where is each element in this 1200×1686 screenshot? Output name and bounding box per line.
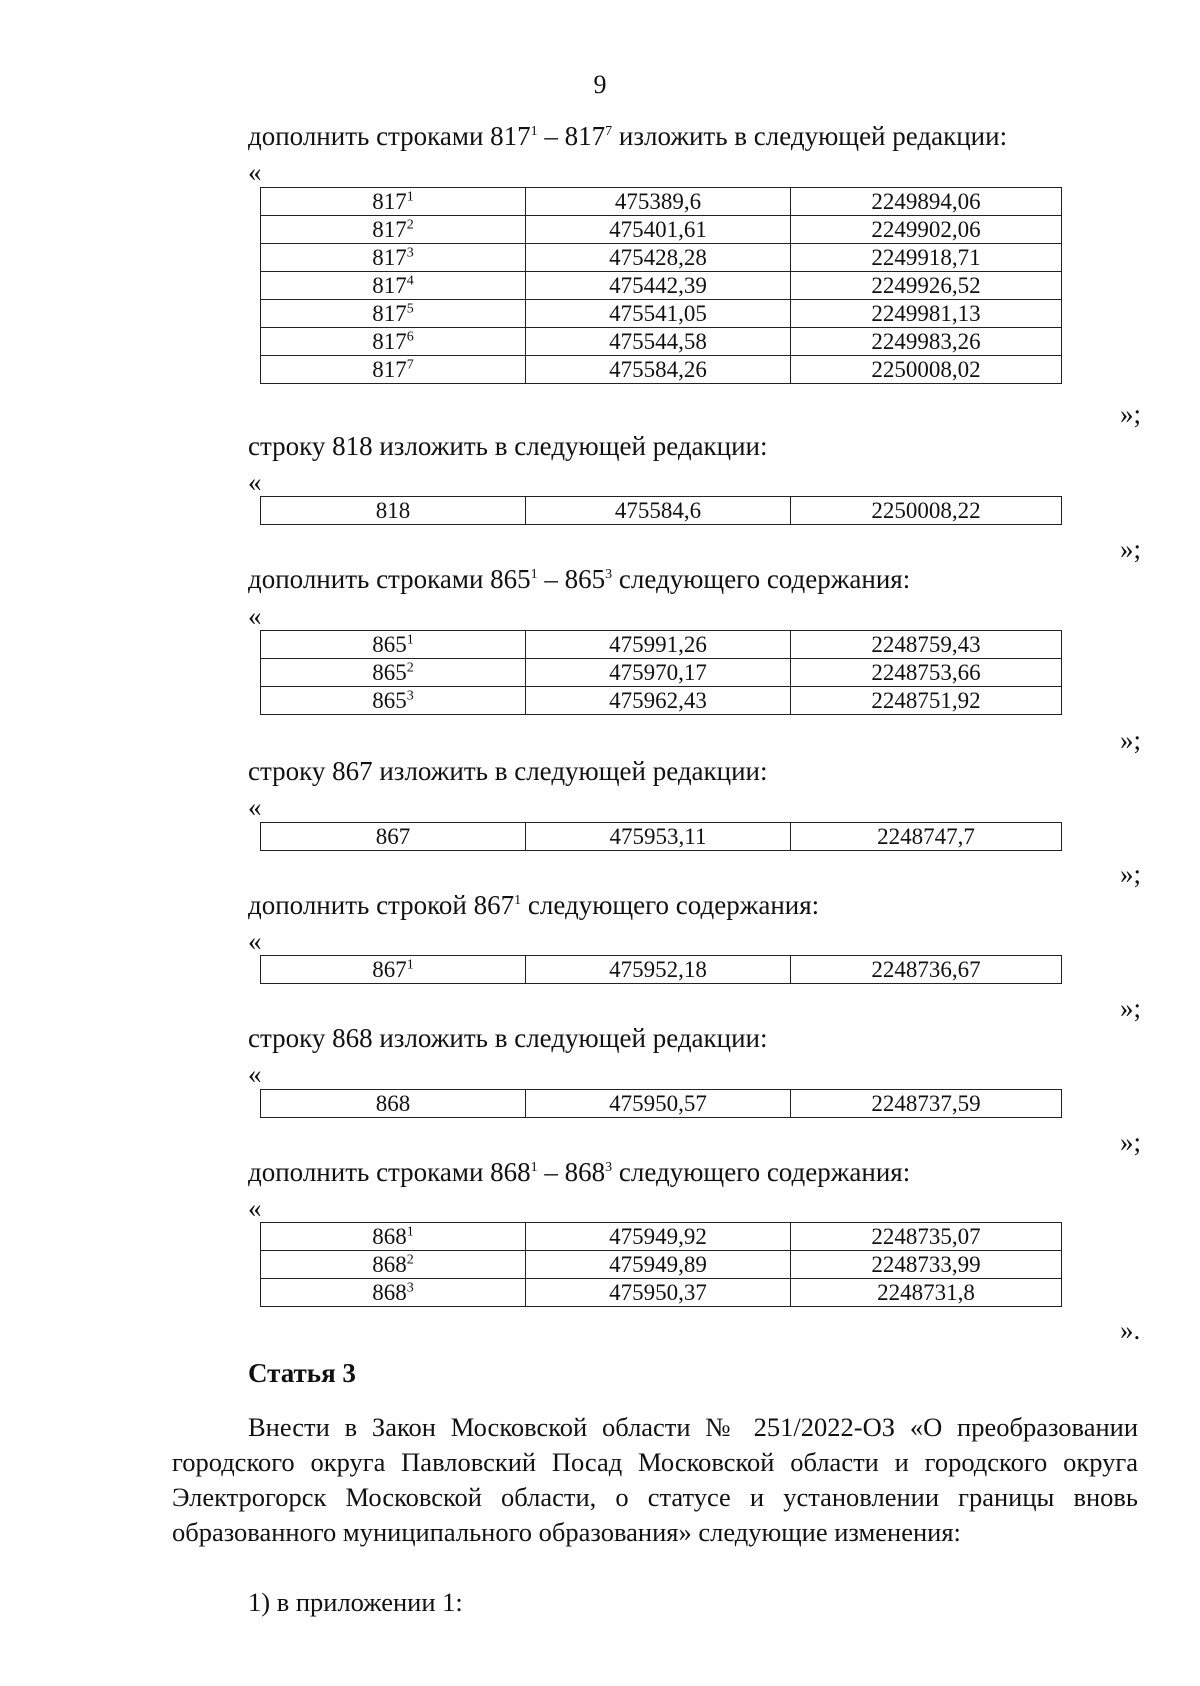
table-row: $867^1$ 475952,18 2248736,67 (261, 956, 1062, 984)
section-heading: дополнить строками $868^1 - 868^3$ следующего содержания: (248, 1157, 911, 1187)
table-row: $817^1$ 475389,6 2249894,06 (261, 188, 1062, 216)
table-row: $817^5$ 475541,05 2249981,13 (261, 300, 1062, 328)
closing-quote: »; (1120, 725, 1142, 755)
opening-quote: « (248, 1193, 262, 1223)
opening-quote: « (248, 467, 262, 497)
page-number: 9 (593, 70, 607, 99)
section-heading: строку 867 изложить в следующей редакции: (248, 756, 768, 786)
table-row: $817^7$ 475584,26 2250008,02 (261, 356, 1062, 384)
table-row: $868^2$ 475949,89 2248733,99 (261, 1251, 1062, 1279)
section-heading: строку 868 изложить в следующей редакции: (248, 1023, 768, 1053)
closing-quote: »; (1120, 859, 1142, 889)
coordinates-table (260, 1222, 1062, 1307)
table-row: 818 475584,6 2250008,22 (261, 497, 1062, 525)
table-row: 868 475950,57 2248737,59 (261, 1090, 1062, 1118)
opening-quote: « (248, 1059, 262, 1089)
table-row: $817^2$ 475401,61 2249902,06 (261, 216, 1062, 244)
list-item: 1) в приложении 1: (248, 1587, 463, 1617)
coordinates-table (260, 955, 1062, 984)
closing-quote: »; (1120, 399, 1142, 429)
section-heading: дополнить строками $865^1 - 865^3$ следующего содержания: (248, 564, 911, 594)
closing-quote: ». (1120, 1315, 1141, 1345)
coordinates-table (260, 1089, 1062, 1118)
closing-quote: »; (1120, 993, 1142, 1023)
table-row: $817^6$ 475544,58 2249983,26 (261, 328, 1062, 356)
table-row: $868^1$ 475949,92 2248735,07 (261, 1223, 1062, 1251)
coordinates-table (260, 630, 1062, 715)
article-title: Статья 3 (248, 1358, 356, 1388)
table-row: $817^3$ 475428,28 2249918,71 (261, 244, 1062, 272)
section-heading: дополнить строками $817^1 - 817^7$ изложить в следующей редакции: (248, 121, 1008, 151)
section-heading: дополнить строкой $867^1$ следующего содержания: (248, 890, 820, 920)
table-row: $817^4$ 475442,39 2249926,52 (261, 272, 1062, 300)
section-heading: строку 818 изложить в следующей редакции: (248, 431, 768, 461)
table-row: 867 475953,11 2248747,7 (261, 823, 1062, 851)
table-row: $865^1$ 475991,26 2248759,43 (261, 631, 1062, 659)
opening-quote: « (248, 157, 262, 187)
table-row: $865^3$ 475962,43 2248751,92 (261, 687, 1062, 715)
article-paragraph (172, 1410, 1138, 1550)
table-row: $868^3$ 475950,37 2248731,8 (261, 1279, 1062, 1307)
closing-quote: »; (1120, 534, 1142, 564)
closing-quote: »; (1120, 1127, 1142, 1157)
table-row: $865^2$ 475970,17 2248753,66 (261, 659, 1062, 687)
coordinates-table (260, 496, 1062, 525)
paragraph-text: Внести в Закон Московской области № 251/2022-ОЗ «О преобразовании городского округа Павловский Посад Московской области и городского округа Электрогорск Московской области, о статусе и установлении границы вновь образованного муниципального образования» следующие изменения: (172, 1412, 1138, 1547)
coordinates-table (260, 822, 1062, 851)
coordinates-table (260, 187, 1062, 384)
opening-quote: « (248, 926, 262, 956)
opening-quote: « (248, 792, 262, 822)
opening-quote: « (248, 601, 262, 631)
